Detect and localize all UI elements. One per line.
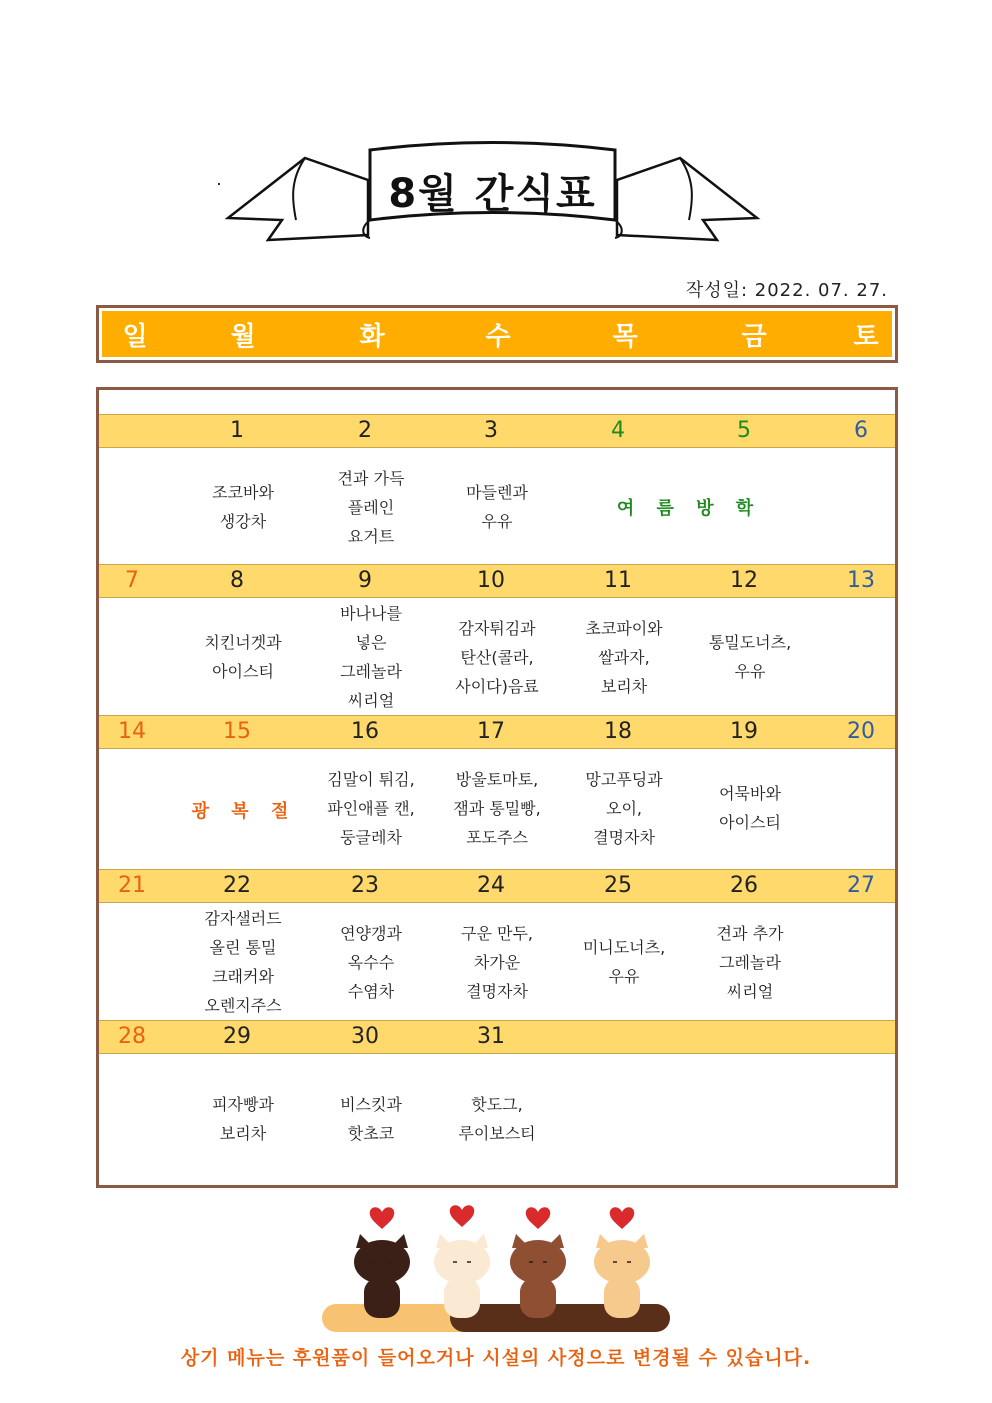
menu-cell: 초코파이와 쌀과자, 보리차	[585, 618, 663, 696]
title-banner	[220, 140, 765, 250]
date-number: 1	[230, 418, 244, 443]
menu-cell: 바나나를 넣은 그레놀라 씨리얼	[340, 604, 402, 710]
date-row	[99, 414, 895, 448]
cats-illustration	[318, 1190, 674, 1340]
footer-note: 상기 메뉴는 후원품이 들어오거나 시설의 사정으로 변경될 수 있습니다.	[180, 1347, 812, 1369]
date-number: 31	[477, 1024, 505, 1049]
date-number	[831, 1021, 891, 1053]
page-title: 8월 간식표	[388, 170, 597, 217]
date-number: 3	[484, 418, 498, 443]
holiday-label: 광 복 절	[191, 801, 297, 822]
weekday-label: 월	[230, 321, 256, 352]
date-number: 6	[854, 418, 868, 443]
date-number: 20	[847, 719, 875, 744]
weekday-label: 금	[741, 321, 767, 352]
menu-cell: 견과 가득 플레인 요거트	[337, 468, 405, 546]
date-number: 27	[847, 873, 875, 898]
date-number: 16	[351, 719, 379, 744]
menu-cell: 피자빵과 보리차	[212, 1095, 274, 1143]
date-number: 23	[351, 873, 379, 898]
menu-cell: 망고푸딩과 오이, 결명자차	[585, 769, 663, 847]
menu-cell: 구운 만두, 차가운 결명자차	[461, 923, 533, 1001]
date-number	[714, 1021, 774, 1053]
date-number	[102, 415, 162, 447]
written-date: 작성일: 2022. 07. 27.	[685, 280, 888, 301]
menu-cell: 연양갱과 옥수수 수염차	[340, 923, 402, 1001]
date-number: 7	[125, 568, 139, 593]
vacation-label: 여 름 방 학	[616, 498, 762, 519]
date-number: 17	[477, 719, 505, 744]
weekday-label: 일	[122, 321, 148, 352]
date-number: 21	[118, 873, 146, 898]
date-number: 24	[477, 873, 505, 898]
menu-cell: 미니도너츠, 우유	[582, 938, 666, 986]
menu-cell: 조코바와 생강차	[212, 483, 274, 531]
menu-cell: 감자샐러드 올린 통밀 크래커와 오렌지주스	[204, 909, 282, 1015]
menu-cell: 치킨너겟과 아이스티	[204, 633, 282, 681]
date-number: 5	[737, 418, 751, 443]
date-number: 12	[730, 568, 758, 593]
date-number: 26	[730, 873, 758, 898]
weekday-header	[96, 305, 898, 363]
date-number: 14	[118, 719, 146, 744]
date-number: 28	[118, 1024, 146, 1049]
date-number: 4	[611, 418, 625, 443]
menu-cell: 통밀도너츠, 우유	[708, 633, 792, 681]
menu-cell: 견과 추가 그레놀라 씨리얼	[716, 923, 784, 1001]
date-row	[99, 564, 895, 598]
weekday-label: 수	[485, 321, 511, 352]
date-number: 29	[223, 1024, 251, 1049]
date-row	[99, 1020, 895, 1054]
date-number: 30	[351, 1024, 379, 1049]
menu-cell: 핫도그, 루이보스티	[458, 1095, 536, 1143]
menu-cell: 비스킷과 핫초코	[340, 1095, 402, 1143]
date-row	[99, 869, 895, 903]
menu-cell: 방울토마토, 잼과 통밀빵, 포도주스	[453, 769, 541, 847]
menu-cell: 감자튀김과 탄산(콜라, 사이다)음료	[455, 618, 539, 696]
date-number: 18	[604, 719, 632, 744]
date-number: 9	[358, 568, 372, 593]
date-number: 10	[477, 568, 505, 593]
date-row	[99, 715, 895, 749]
menu-cell: 마들렌과 우유	[466, 483, 528, 531]
date-number: 2	[358, 418, 372, 443]
date-number: 11	[604, 568, 632, 593]
date-number: 8	[230, 568, 244, 593]
date-number: 15	[223, 719, 251, 744]
weekday-label: 목	[612, 321, 638, 352]
menu-cell: 어묵바와 아이스티	[719, 784, 781, 832]
calendar-grid	[96, 387, 898, 1188]
date-number: 22	[223, 873, 251, 898]
menu-cell: 김말이 튀김, 파인애플 캔, 둥글레차	[327, 769, 415, 847]
date-number: 19	[730, 719, 758, 744]
date-number	[588, 1021, 648, 1053]
date-number: 13	[847, 568, 875, 593]
weekday-label: 화	[359, 321, 385, 352]
weekday-label: 토	[853, 321, 879, 352]
date-number: 25	[604, 873, 632, 898]
